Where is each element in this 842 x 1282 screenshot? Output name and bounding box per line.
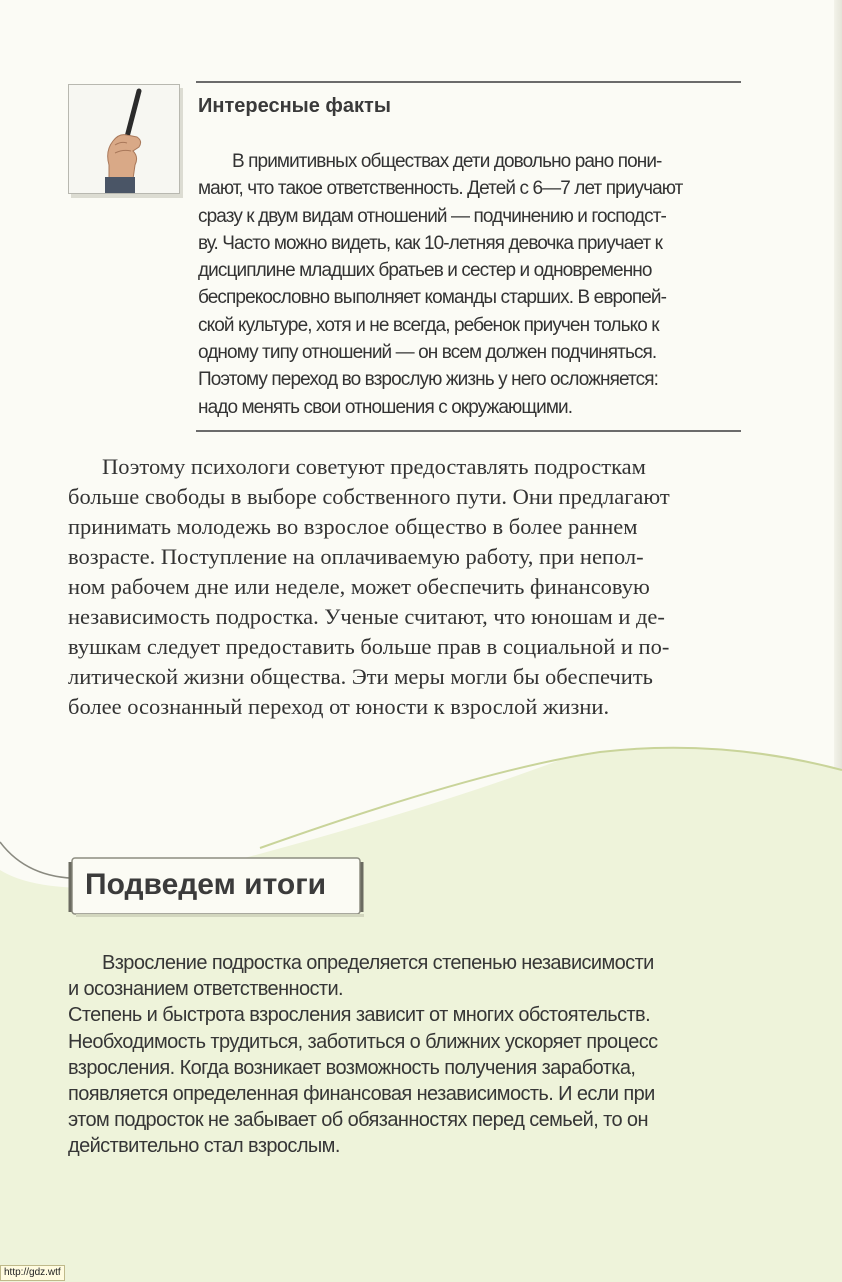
facts-line: сразу к двум видам отношений — подчинению и господст-	[198, 205, 666, 227]
summary-line: Степень и быстрота взросления зависит от многих обстоятельств.	[68, 1004, 651, 1027]
main-paragraph	[68, 452, 742, 722]
main-line: возрасте. Поступление на оплачиваемую работу, при непол-	[68, 544, 644, 569]
main-line: вушкам следует предоставить больше прав в социальной и по-	[68, 634, 670, 659]
summary-line: Необходимость трудиться, заботиться о ближних ускоряет процесс	[68, 1030, 658, 1053]
main-line: независимость подростка. Ученые считают, что юношам и де-	[68, 604, 665, 629]
summary-line: появляется определенная финансовая независимость. И если при	[68, 1083, 655, 1106]
main-line: более осознанный переход от юности к взрослой жизни.	[68, 694, 610, 719]
main-line: ном рабочем дне или неделе, может обеспечить финансовую	[68, 574, 650, 599]
facts-line: ской культуре, хотя и не всегда, ребенок приучен только к	[198, 314, 659, 336]
watermark-link[interactable]: http://gdz.wtf	[0, 1265, 65, 1281]
main-line: литической жизни общества. Эти меры могли бы обеспечить	[68, 664, 653, 689]
summary-line: и осознанием ответственности.	[68, 978, 343, 1001]
facts-line: Поэтому переход во взрослую жизнь у него осложняется:	[198, 369, 658, 391]
summary-line: действительно стал взрослым.	[68, 1135, 340, 1158]
main-line: больше свободы в выборе собственного пути. Они предлагают	[68, 484, 670, 509]
facts-line: одному типу отношений — он всем должен подчиняться.	[198, 342, 657, 364]
main-line: принимать молодежь во взрослое общество в более раннем	[68, 514, 638, 539]
facts-line: надо менять свои отношения с окружающими.	[198, 396, 573, 418]
facts-line: беспрекословно выполняет команды старших. В европей-	[198, 287, 667, 309]
facts-title: Интересные факты	[198, 95, 391, 117]
main-line: Поэтому психологи советуют предоставлять подросткам	[102, 454, 646, 479]
facts-bottom-rule	[196, 430, 741, 432]
facts-text	[198, 148, 744, 421]
summary-line: взросления. Когда возникает возможность получения заработка,	[68, 1056, 636, 1079]
facts-line: В примитивных обществах дети довольно рано пони-	[232, 151, 662, 172]
summary-line: Взросление подростка определяется степенью независимости	[102, 952, 654, 974]
hand-holding-pen-icon	[68, 84, 180, 194]
facts-line: дисциплине младших братьев и сестер и одновременно	[198, 260, 652, 282]
summary-heading: Подведем итоги	[85, 868, 327, 901]
summary-text	[68, 950, 742, 1160]
facts-line: мают, что такое ответственность. Детей с 6—7 лет приучают	[198, 178, 683, 200]
facts-top-rule	[196, 81, 741, 83]
facts-line: ву. Часто можно видеть, как 10-летняя девочка приучает к	[198, 232, 663, 254]
summary-line: этом подросток не забывает об обязанностях перед семьей, то он	[68, 1109, 648, 1132]
